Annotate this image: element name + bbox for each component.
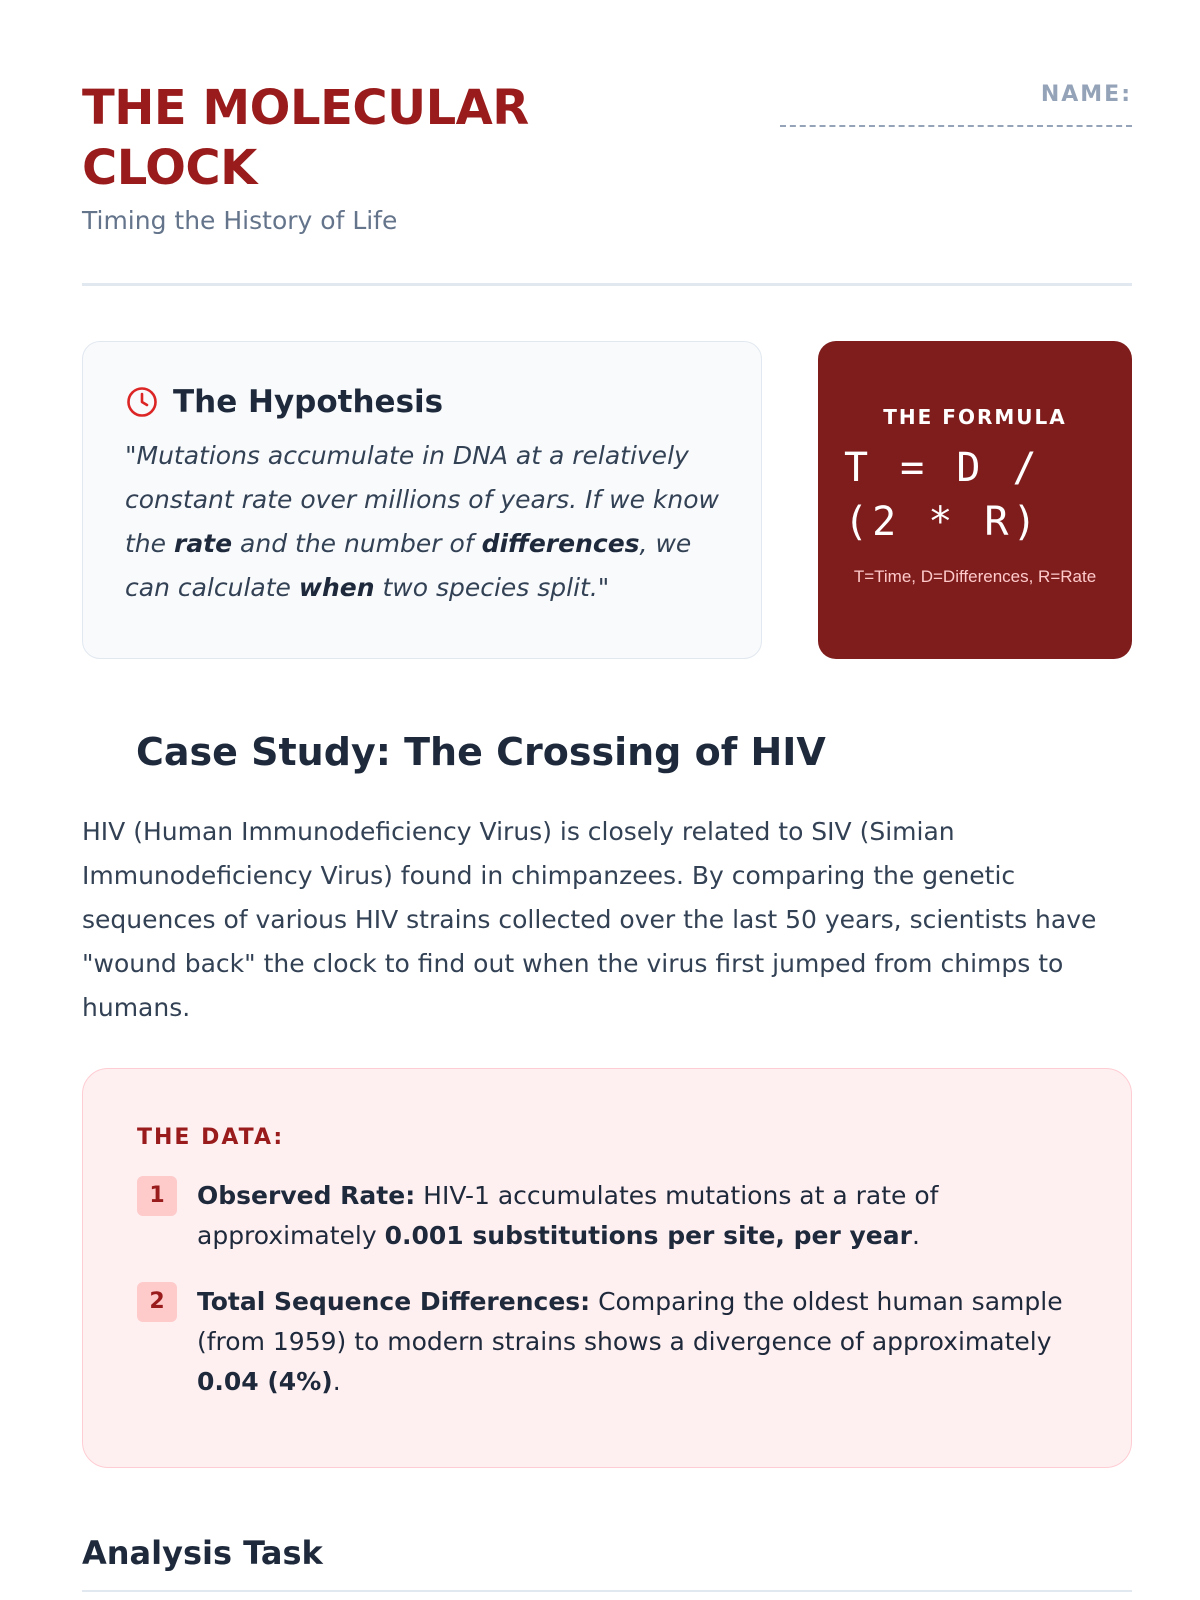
analysis-divider <box>82 1590 1132 1592</box>
case-study-title: Case Study: The Crossing of HIV <box>136 730 826 774</box>
hypothesis-title: The Hypothesis <box>173 384 444 420</box>
data-item-desc: HIV-1 accumulates mutations at a rate of approximately <box>197 1181 939 1250</box>
data-item-text <box>197 1282 1077 1402</box>
data-box <box>82 1068 1132 1468</box>
clock-icon <box>125 385 159 419</box>
name-label: NAME: <box>1040 82 1132 107</box>
quote-text: , we can calculate <box>125 529 692 602</box>
formula-key: T=Time, D=Differences, R=Rate <box>853 567 1097 586</box>
quote-text: "Mutations accumulate in DNA at a relatively constant rate over millions of years. If we know the <box>125 441 719 558</box>
hypothesis-card <box>82 341 762 659</box>
name-field <box>780 82 1132 127</box>
data-item-label: Total Sequence Differences: <box>197 1287 591 1316</box>
data-item <box>137 1176 1077 1256</box>
data-item-text <box>197 1176 1077 1256</box>
header-divider <box>82 283 1132 286</box>
formula-equation: T = D / (2 * R) <box>844 445 1041 545</box>
data-item-desc: . <box>911 1221 920 1250</box>
data-item-desc: . <box>332 1367 341 1396</box>
name-blank-line[interactable] <box>780 125 1132 127</box>
data-item-label: Observed Rate: <box>197 1181 416 1210</box>
header <box>82 78 1132 278</box>
hypothesis-heading <box>125 384 719 420</box>
data-item-value: 0.001 substitutions per site, per year <box>384 1221 912 1250</box>
case-study-body: HIV (Human Immunodeficiency Virus) is closely related to SIV (Simian Immunodeficiency Virus) found in chimpanzees. By comparing the genetic sequences of various HIV strains collected over the last 50 years, scientists have "wound back" the clock to find out when the virus first jumped from chimps to humans. <box>82 817 1097 1022</box>
data-heading: THE DATA: <box>137 1125 285 1150</box>
quote-emphasis-rate: rate <box>173 529 233 558</box>
page-subtitle: Timing the History of Life <box>82 206 398 235</box>
quote-emphasis-differences: differences <box>481 529 640 558</box>
analysis-title: Analysis Task <box>82 1534 323 1572</box>
quote-emphasis-when: when <box>298 573 375 602</box>
data-item-number: 1 <box>137 1176 177 1216</box>
data-item-number: 2 <box>137 1282 177 1322</box>
formula-card <box>818 341 1132 659</box>
hypothesis-quote <box>125 434 719 610</box>
data-item-value: 0.04 (4%) <box>197 1367 333 1396</box>
data-item <box>137 1282 1077 1402</box>
quote-text: two species split." <box>374 573 610 602</box>
page-title: THE MOLECULAR CLOCK <box>82 80 529 196</box>
formula-label: THE FORMULA <box>883 405 1067 429</box>
quote-text: and the number of <box>232 529 482 558</box>
data-item-desc: Comparing the oldest human sample (from 1959) to modern strains shows a divergence of approximately <box>197 1287 1063 1356</box>
